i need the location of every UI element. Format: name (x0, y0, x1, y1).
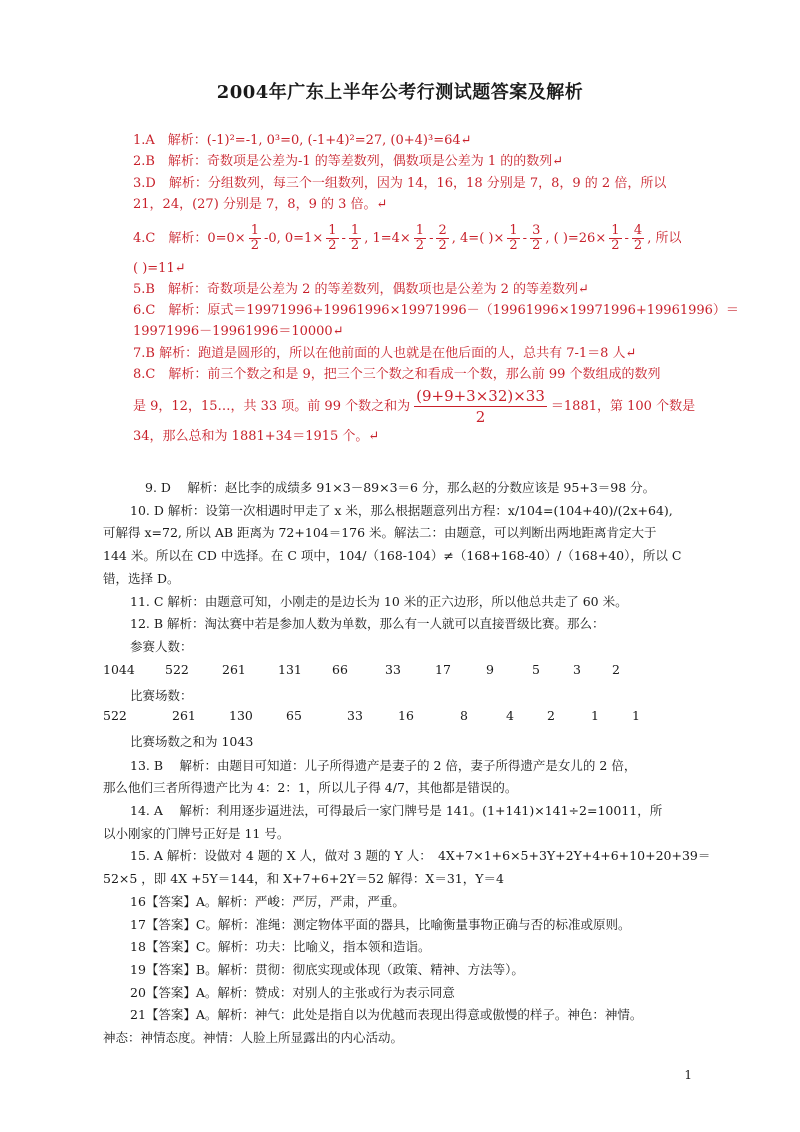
list-item: 522 (103, 708, 127, 723)
answer-11: 11. C 解析：由题意可知，小刚走的是边长为 10 米的正六边形，所以他总共走了 60 米。 (130, 594, 628, 609)
answer-6-line1: 6.C 解析：原式＝19971996+19961996×19971996－（19961996×19971996+19961996）＝ (133, 303, 739, 318)
answer-3-line1: 3.D 解析：分组数列，每三个一组数列，因为 14，16，18 分别是 7，8，9 的 2 倍，所以 (133, 176, 667, 191)
list-item: 131 (278, 662, 302, 677)
list-item: 5 (532, 662, 540, 677)
list-item: 130 (229, 708, 253, 723)
answer-13-line2: 那么他们三者所得遗产比为 4：2：1，所以儿子得 4/7，其他都是错误的。 (103, 780, 518, 795)
list-item: 261 (222, 662, 246, 677)
answer-4: 4.C 解析：0=0× $\frac{1}{2}$ -0, 0=1× $\frac{1}{2}$ - $\frac{1}{2}$ , 1=4× $\frac{1}{2}$ - $\frac{2}{2}$ , 4=( )× $\frac{1}{2}$ - $\frac{3}{2}$ , ( )=26× $\frac{1}{2}$ - $\frac{4}{2}$ , 所以 (133, 223, 682, 253)
participants-row (0, 662, 800, 682)
list-item: 66 (332, 662, 348, 677)
list-item: 1 (632, 708, 640, 723)
fraction: $\frac{4}{2}$ (633, 223, 643, 253)
page-number: 1 (684, 1068, 692, 1082)
list-item: 8 (460, 708, 468, 723)
list-item: 65 (286, 708, 302, 723)
answer-16: 16【答案】A。解析：严峻：严厉，严肃，严重。 (130, 894, 405, 909)
list-item: 2 (612, 662, 620, 677)
list-item: 2 (547, 708, 555, 723)
answer-5: 5.B 解析：奇数项是公差为 2 的等差数列，偶数项也是公差为 2 的等差数列↵ (133, 282, 589, 297)
answer-8-line2: 是 9，12，15…，共 33 项。前 99 个数之和为 $\frac{(9+9+3\times 32)\times 33}{2}$ ＝1881，第 100 个数是 (133, 387, 696, 426)
list-item: 3 (573, 662, 581, 677)
answer-15-line1: 15. A 解析：设做对 4 题的 X 人，做对 3 题的 Y 人： 4X+7×1+6×5+3Y+2Y+4+6+10+20+39＝ (130, 848, 711, 863)
list-item: 522 (165, 662, 189, 677)
participants-label: 参赛人数： (130, 639, 193, 654)
answer-10-line2: 可解得 x=72, 所以 AB 距离为 72+104＝176 米。解法二：由题意，可以判断出两地距离肯定大于 (103, 525, 657, 540)
matches-sum: 比赛场数之和为 1043 (130, 734, 254, 749)
fraction: $\frac{1}{2}$ (350, 223, 360, 253)
list-item: 33 (347, 708, 363, 723)
answer-8-line1: 8.C 解析：前三个数之和是 9，把三个三个数之和看成一个数，那么前 99 个数组成的数列 (133, 367, 661, 382)
answer-13-line1: 13. B 解析：由题目可知道：儿子所得遗产是妻子的 2 倍，妻子所得遗产是女儿的 2 倍， (130, 758, 637, 773)
fraction: $\frac{(9+9+3\times 32)\times 33}{2}$ (416, 387, 545, 426)
answer-1: 1.A 解析：(-1)²=-1, 0³=0, (-1+4)²=27, (0+4)³=64↵ (133, 133, 472, 148)
answer-10-line4: 错，选择 D。 (103, 571, 180, 586)
fraction: $\frac{2}{2}$ (438, 223, 447, 253)
answer-15-line2: 52×5 ，即 4X +5Y＝144，和 X+7+6+2Y＝52 解得：X＝31，Y＝4 (103, 871, 504, 886)
list-item: 1 (591, 708, 599, 723)
answer-6-line2: 19971996－19961996＝10000↵ (133, 324, 344, 339)
answer-19: 19【答案】B。解析：贯彻：彻底实现或体现（政策、精神、方法等）。 (130, 962, 524, 977)
answer-4-line2: ( )=11↵ (133, 261, 186, 276)
answer-3-line2: 21，24，(27) 分别是 7，8，9 的 3 倍。↵ (133, 197, 388, 212)
list-item: 1044 (103, 662, 135, 677)
list-item: 4 (506, 708, 514, 723)
answer-10-line3: 144 米。所以在 CD 中选择。在 C 项中，104/（168-104）≠（168+168-40）/（168+40），所以 C (103, 548, 682, 563)
page-title: 2004年广东上半年公考行测试题答案及解析 (216, 82, 584, 103)
matches-label: 比赛场数： (130, 688, 193, 703)
fraction: $\frac{1}{2}$ (611, 223, 620, 253)
list-item: 261 (172, 708, 196, 723)
list-item: 9 (486, 662, 494, 677)
answer-17: 17【答案】C。解析：准绳：测定物体平面的器具，比喻衡量事物正确与否的标准或原则。 (130, 917, 631, 932)
answer-14-line1: 14. A 解析：利用逐步逼进法，可得最后一家门牌号是 141。(1+141)×141÷2=10011，所 (130, 803, 663, 818)
answer-18: 18【答案】C。解析：功夫：比喻义，指本领和造诣。 (130, 939, 431, 954)
fraction: $\frac{1}{2}$ (509, 223, 518, 253)
answer-12: 12. B 解析：淘汰赛中若是参加人数为单数，那么有一人就可以直接晋级比赛。那么： (130, 616, 605, 631)
answer-21-line1: 21【答案】A。解析：神气：此处是指自以为优越而表现出得意或傲慢的样子。神色：神情。 (130, 1007, 643, 1022)
fraction: $\frac{1}{2}$ (415, 223, 425, 253)
answer-2: 2.B 解析：奇数项是公差为-1 的等差数列，偶数项是公差为 1 的的数列↵ (133, 154, 564, 169)
matches-row (0, 708, 800, 728)
answer-8-line3: 34，那么总和为 1881+34＝1915 个。↵ (133, 429, 380, 444)
list-item: 17 (435, 662, 451, 677)
answer-14-line2: 以小刚家的门牌号正好是 11 号。 (103, 826, 290, 841)
fraction: $\frac{3}{2}$ (532, 223, 541, 253)
answer-21-line2: 神态：神情态度。神情：人脸上所显露出的内心活动。 (103, 1030, 404, 1045)
fraction: $\frac{1}{2}$ (328, 223, 337, 253)
answer-9: 9. D 解析：赵比李的成绩多 91×3－89×3＝6 分，那么赵的分数应该是 95+3＝98 分。 (145, 480, 656, 495)
answer-20: 20【答案】A。解析：赞成：对别人的主张或行为表示同意 (130, 985, 455, 1000)
answer-7: 7.B 解析：跑道是圆形的，所以在他前面的人也就是在他后面的人，总共有 7-1＝8 人↵ (133, 346, 637, 361)
list-item: 33 (385, 662, 401, 677)
list-item: 16 (398, 708, 414, 723)
answer-10-line1: 10. D 解析：设第一次相遇时甲走了 x 米，那么根据题意列出方程：x/104=(104+40)/(2x+64), (130, 503, 673, 518)
fraction: $\frac{1}{2}$ (250, 223, 259, 253)
